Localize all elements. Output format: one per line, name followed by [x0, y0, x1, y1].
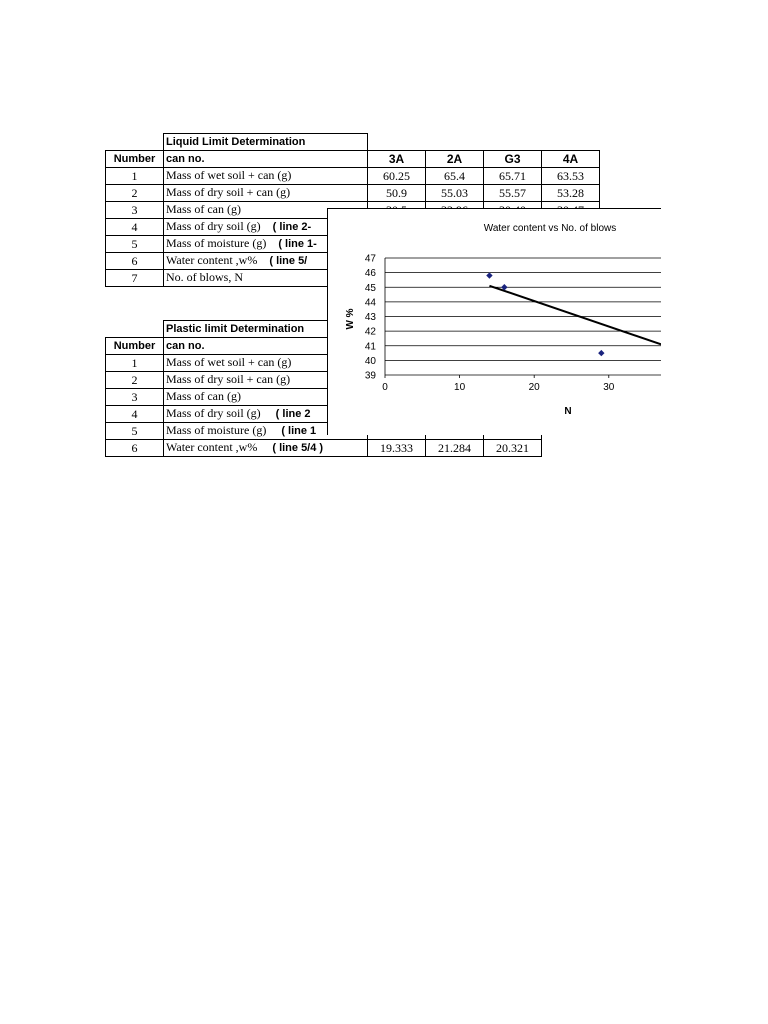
row-number: 1 — [106, 168, 164, 185]
row-label-text: Mass of dry soil + can (g) — [166, 185, 291, 199]
row-number: 5 — [106, 236, 164, 253]
row-number: 3 — [106, 389, 164, 406]
x-tick-label: 30 — [603, 382, 615, 393]
chart-svg — [328, 209, 661, 435]
row-label-text: Mass of moisture (g) — [166, 423, 267, 437]
can-header: 2A — [426, 151, 484, 168]
water-content-value: 21.284 — [426, 440, 484, 457]
row-number: 4 — [106, 219, 164, 236]
y-tick-label: 41 — [364, 341, 376, 353]
row-label-text: Mass of wet soil + can (g) — [166, 355, 292, 369]
row-formula: ( line 2 — [275, 408, 311, 420]
row-label-text: Mass of wet soil + can (g) — [166, 168, 292, 182]
data-point — [486, 272, 492, 278]
row-number: 5 — [106, 423, 164, 440]
row-value: 50.9 — [368, 185, 426, 202]
can-header: 4A — [542, 151, 600, 168]
can-header: G3 — [484, 151, 542, 168]
row-number: 7 — [106, 270, 164, 287]
row-formula: ( line 1 — [281, 425, 317, 437]
y-tick-label: 43 — [364, 312, 376, 323]
row-number: 2 — [106, 372, 164, 389]
row-formula: ( line 2- — [272, 221, 312, 233]
row-value: 55.03 — [426, 185, 484, 202]
row-value: 65.4 — [426, 168, 484, 185]
water-content-value: 19.333 — [368, 440, 426, 457]
x-tick-label: 10 — [454, 382, 466, 393]
row-number: 6 — [106, 440, 164, 457]
x-tick-label: 20 — [528, 382, 540, 393]
row-label-text: Mass of moisture (g) — [166, 236, 267, 250]
y-tick-label: 44 — [364, 297, 376, 309]
x-tick-label: 0 — [382, 382, 388, 393]
trendline — [489, 286, 661, 345]
row-value: 55.57 — [484, 185, 542, 202]
can-header: 3A — [368, 151, 426, 168]
row-label-text: No. of blows, N — [166, 270, 243, 284]
row-value: 63.53 — [542, 168, 600, 185]
row-label-text: Mass of dry soil + can (g) — [166, 372, 291, 386]
row-formula: ( line 5/ — [269, 255, 308, 267]
liquid-row — [106, 168, 600, 185]
row-value: 60.25 — [368, 168, 426, 185]
row-formula: ( line 1- — [278, 238, 317, 250]
y-tick-label: 45 — [364, 282, 376, 294]
row-number: 3 — [106, 202, 164, 219]
y-axis-label: W % — [345, 308, 356, 330]
chart-title: Water content vs No. of blows — [483, 223, 617, 234]
row-formula: ( line 5/4 ) — [272, 442, 324, 454]
can-no-label: can no. — [164, 151, 368, 168]
plastic-row — [106, 440, 542, 457]
data-point — [598, 350, 604, 356]
plastic-limit-title: Plastic limit Determination — [164, 321, 368, 338]
row-label — [164, 185, 368, 202]
row-number: 4 — [106, 406, 164, 423]
row-value: 65.71 — [484, 168, 542, 185]
water-content-value: 20.321 — [484, 440, 542, 457]
row-label-text: Water content ,w% — [166, 440, 258, 454]
row-label — [164, 440, 368, 457]
row-number: 6 — [106, 253, 164, 270]
number-header: Number — [106, 338, 164, 355]
row-label — [164, 168, 368, 185]
y-tick-label: 47 — [364, 253, 376, 265]
row-label-text: Water content ,w% — [166, 253, 258, 267]
water-content-chart — [327, 208, 661, 435]
row-value: 53.28 — [542, 185, 600, 202]
row-label-text: Mass of can (g) — [166, 389, 241, 403]
row-label-text: Mass of dry soil (g) — [166, 406, 261, 420]
row-number: 2 — [106, 185, 164, 202]
y-tick-label: 46 — [364, 268, 376, 280]
y-tick-label: 42 — [364, 326, 376, 338]
row-label-text: Mass of dry soil (g) — [166, 219, 261, 233]
number-header: Number — [106, 151, 164, 168]
row-label-text: Mass of can (g) — [166, 202, 241, 216]
y-tick-label: 39 — [364, 370, 376, 382]
liquid-row — [106, 185, 600, 202]
liquid-limit-title: Liquid Limit Determination — [164, 134, 368, 151]
x-axis-label: N — [564, 406, 572, 417]
can-no-label: can no. — [164, 338, 368, 355]
y-tick-label: 40 — [364, 355, 376, 367]
row-number: 1 — [106, 355, 164, 372]
